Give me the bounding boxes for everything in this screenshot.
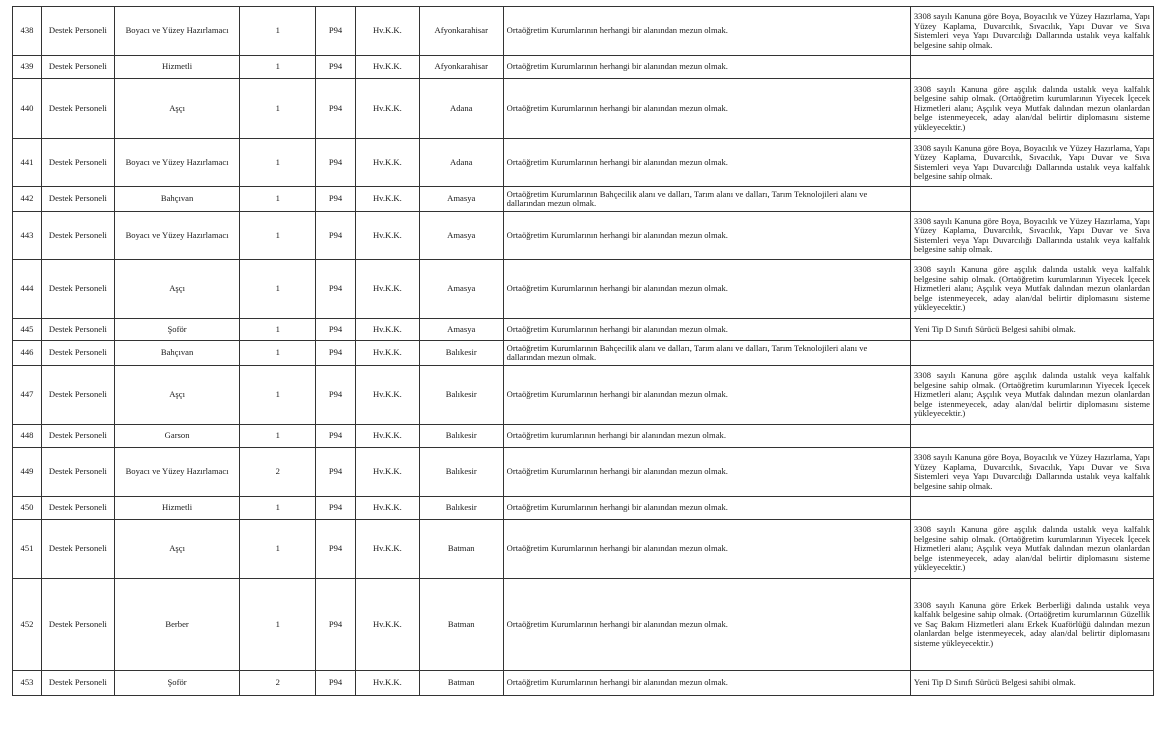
row-number-cell: 442	[13, 187, 42, 212]
position-count-cell: 1	[240, 341, 316, 366]
position-count-cell: 2	[240, 448, 316, 497]
education-requirement-cell: Ortaöğretim Kurumlarının herhangi bir alanından mezun olmak.	[503, 319, 910, 341]
province-cell: Balıkesir	[419, 366, 503, 425]
position-table	[12, 6, 1154, 696]
position-title-cell: Boyacı ve Yüzey Hazırlamacı	[114, 212, 240, 260]
position-title-cell: Aşçı	[114, 260, 240, 319]
additional-requirement-cell: 3308 sayılı Kanuna göre aşçılık dalında ustalık veya kalfalık belgesine sahip olmak. (Ortaöğretim kurumlarının Yiyecek İçecek Hizmetleri alanı; Aşçılık veya Mutfak dalından mezun olanlardan belge istenmeyecek, aday alan/dal belirtir diplomasını sisteme yükleyecektir.)	[910, 79, 1153, 139]
position-class-cell: Destek Personeli	[41, 56, 114, 79]
education-requirement-cell: Ortaöğretim Kurumlarının herhangi bir alanından mezun olmak.	[503, 56, 910, 79]
education-requirement-cell: Ortaöğretim Kurumlarının herhangi bir alanından mezun olmak.	[503, 139, 910, 187]
additional-requirement-cell	[910, 425, 1153, 448]
position-class-cell: Destek Personeli	[41, 260, 114, 319]
row-number-cell: 453	[13, 671, 42, 696]
education-requirement-cell: Ortaöğretim Kurumlarının herhangi bir alanından mezun olmak.	[503, 212, 910, 260]
row-number-cell: 440	[13, 79, 42, 139]
additional-requirement-cell	[910, 56, 1153, 79]
table-row	[13, 56, 1154, 79]
row-number-cell: 451	[13, 520, 42, 579]
table-row	[13, 319, 1154, 341]
province-cell: Amasya	[419, 212, 503, 260]
position-title-cell: Şoför	[114, 671, 240, 696]
command-cell: Hv.K.K.	[355, 260, 419, 319]
row-number-cell: 439	[13, 56, 42, 79]
position-title-cell: Şoför	[114, 319, 240, 341]
command-cell: Hv.K.K.	[355, 187, 419, 212]
position-title-cell: Bahçıvan	[114, 341, 240, 366]
position-count-cell: 1	[240, 187, 316, 212]
position-title-cell: Aşçı	[114, 79, 240, 139]
position-code-cell: P94	[316, 497, 356, 520]
position-title-cell: Boyacı ve Yüzey Hazırlamacı	[114, 7, 240, 56]
position-code-cell: P94	[316, 79, 356, 139]
position-count-cell: 1	[240, 79, 316, 139]
position-class-cell: Destek Personeli	[41, 448, 114, 497]
command-cell: Hv.K.K.	[355, 7, 419, 56]
position-title-cell: Berber	[114, 579, 240, 671]
position-class-cell: Destek Personeli	[41, 579, 114, 671]
command-cell: Hv.K.K.	[355, 366, 419, 425]
row-number-cell: 445	[13, 319, 42, 341]
province-cell: Balıkesir	[419, 448, 503, 497]
position-count-cell: 2	[240, 671, 316, 696]
table-row	[13, 366, 1154, 425]
additional-requirement-cell: Yeni Tip D Sınıfı Sürücü Belgesi sahibi olmak.	[910, 671, 1153, 696]
table-row	[13, 7, 1154, 56]
position-count-cell: 1	[240, 260, 316, 319]
position-title-cell: Bahçıvan	[114, 187, 240, 212]
additional-requirement-cell: 3308 sayılı Kanuna göre Boya, Boyacılık ve Yüzey Hazırlama, Yapı Yüzey Kaplama, Duvarcılık, Sıvacılık, Yapı Duvar ve Sıva Sistemleri veya Yapı Duvarcılığı Dallarında ustalık veya kalfalık belgesine sahip olmak.	[910, 448, 1153, 497]
command-cell: Hv.K.K.	[355, 448, 419, 497]
position-class-cell: Destek Personeli	[41, 319, 114, 341]
command-cell: Hv.K.K.	[355, 139, 419, 187]
additional-requirement-cell: 3308 sayılı Kanuna göre Boya, Boyacılık ve Yüzey Hazırlama, Yapı Yüzey Kaplama, Duvarcılık, Sıvacılık, Yapı Duvar ve Sıva Sistemleri veya Yapı Duvarcılığı Dallarında ustalık veya kalfalık belgesine sahip olmak.	[910, 139, 1153, 187]
education-requirement-cell: Ortaöğretim Kurumlarının herhangi bir alanından mezun olmak.	[503, 366, 910, 425]
position-code-cell: P94	[316, 671, 356, 696]
position-count-cell: 1	[240, 139, 316, 187]
position-count-cell: 1	[240, 319, 316, 341]
additional-requirement-cell: 3308 sayılı Kanuna göre aşçılık dalında ustalık veya kalfalık belgesine sahip olmak. (Ortaöğretim kurumlarının Yiyecek İçecek Hizmetleri alanı; Aşçılık veya Mutfak dalından mezun olanlardan belge istenmeyecek, aday alan/dal belirtir diplomasını sisteme yükleyecektir.)	[910, 366, 1153, 425]
table-row	[13, 212, 1154, 260]
education-requirement-cell: Ortaöğretim Kurumlarının herhangi bir alanından mezun olmak.	[503, 7, 910, 56]
command-cell: Hv.K.K.	[355, 56, 419, 79]
position-title-cell: Hizmetli	[114, 497, 240, 520]
position-class-cell: Destek Personeli	[41, 187, 114, 212]
position-code-cell: P94	[316, 7, 356, 56]
position-code-cell: P94	[316, 425, 356, 448]
position-class-cell: Destek Personeli	[41, 520, 114, 579]
position-code-cell: P94	[316, 366, 356, 425]
education-requirement-cell: Ortaöğretim kurumlarının herhangi bir alanından mezun olmak.	[503, 425, 910, 448]
position-title-cell: Aşçı	[114, 366, 240, 425]
position-code-cell: P94	[316, 520, 356, 579]
education-requirement-cell: Ortaöğretim Kurumlarının herhangi bir alanından mezun olmak.	[503, 579, 910, 671]
position-class-cell: Destek Personeli	[41, 341, 114, 366]
position-class-cell: Destek Personeli	[41, 79, 114, 139]
additional-requirement-cell	[910, 187, 1153, 212]
education-requirement-cell: Ortaöğretim Kurumlarının herhangi bir alanından mezun olmak.	[503, 497, 910, 520]
position-code-cell: P94	[316, 579, 356, 671]
position-count-cell: 1	[240, 366, 316, 425]
position-count-cell: 1	[240, 425, 316, 448]
position-title-cell: Aşçı	[114, 520, 240, 579]
position-code-cell: P94	[316, 260, 356, 319]
position-code-cell: P94	[316, 319, 356, 341]
position-code-cell: P94	[316, 187, 356, 212]
province-cell: Amasya	[419, 187, 503, 212]
position-title-cell: Boyacı ve Yüzey Hazırlamacı	[114, 139, 240, 187]
province-cell: Balıkesir	[419, 341, 503, 366]
province-cell: Afyonkarahisar	[419, 56, 503, 79]
row-number-cell: 449	[13, 448, 42, 497]
row-number-cell: 450	[13, 497, 42, 520]
command-cell: Hv.K.K.	[355, 671, 419, 696]
position-class-cell: Destek Personeli	[41, 212, 114, 260]
row-number-cell: 438	[13, 7, 42, 56]
province-cell: Balıkesir	[419, 425, 503, 448]
province-cell: Batman	[419, 671, 503, 696]
education-requirement-cell: Ortaöğretim Kurumlarının herhangi bir alanından mezun olmak.	[503, 448, 910, 497]
table-row	[13, 448, 1154, 497]
position-count-cell: 1	[240, 212, 316, 260]
row-number-cell: 448	[13, 425, 42, 448]
table-body	[13, 7, 1154, 696]
additional-requirement-cell: 3308 sayılı Kanuna göre Erkek Berberliği dalında ustalık veya kalfalık belgesine sahip olmak. (Ortaöğretim kurumlarının Güzellik ve Saç Bakım Hizmetleri alanı Erkek Kuaförlüğü dalından mezun olanlardan belge istenmeyecek, aday alan/dal belirtir diplomasını sisteme yükleyecektir.)	[910, 579, 1153, 671]
position-title-cell: Boyacı ve Yüzey Hazırlamacı	[114, 448, 240, 497]
additional-requirement-cell: 3308 sayılı Kanuna göre Boya, Boyacılık ve Yüzey Hazırlama, Yapı Yüzey Kaplama, Duvarcılık, Sıvacılık, Yapı Duvar ve Sıva Sistemleri veya Yapı Duvarcılığı Dallarında ustalık veya kalfalık belgesine sahip olmak.	[910, 7, 1153, 56]
table-row	[13, 187, 1154, 212]
position-count-cell: 1	[240, 7, 316, 56]
row-number-cell: 443	[13, 212, 42, 260]
table-row	[13, 497, 1154, 520]
table-row	[13, 341, 1154, 366]
position-title-cell: Garson	[114, 425, 240, 448]
row-number-cell: 446	[13, 341, 42, 366]
province-cell: Adana	[419, 79, 503, 139]
table-row	[13, 139, 1154, 187]
command-cell: Hv.K.K.	[355, 579, 419, 671]
education-requirement-cell: Ortaöğretim Kurumlarının herhangi bir alanından mezun olmak.	[503, 79, 910, 139]
command-cell: Hv.K.K.	[355, 79, 419, 139]
education-requirement-cell: Ortaöğretim Kurumlarının Bahçecilik alanı ve dalları, Tarım alanı ve dalları, Tarım Teknolojileri alanı ve dallarından mezun olmak.	[503, 187, 910, 212]
position-class-cell: Destek Personeli	[41, 671, 114, 696]
education-requirement-cell: Ortaöğretim Kurumlarının herhangi bir alanından mezun olmak.	[503, 671, 910, 696]
province-cell: Balıkesir	[419, 497, 503, 520]
education-requirement-cell: Ortaöğretim Kurumlarının Bahçecilik alanı ve dalları, Tarım alanı ve dalları, Tarım Teknolojileri alanı ve dallarından mezun olmak.	[503, 341, 910, 366]
additional-requirement-cell: 3308 sayılı Kanuna göre Boya, Boyacılık ve Yüzey Hazırlama, Yapı Yüzey Kaplama, Duvarcılık, Sıvacılık, Yapı Duvar ve Sıva Sistemleri veya Yapı Duvarcılığı Dallarında ustalık veya kalfalık belgesine sahip olmak.	[910, 212, 1153, 260]
province-cell: Amasya	[419, 260, 503, 319]
additional-requirement-cell: 3308 sayılı Kanuna göre aşçılık dalında ustalık veya kalfalık belgesine sahip olmak. (Ortaöğretim kurumlarının Yiyecek İçecek Hizmetleri alanı; Aşçılık veya Mutfak dalından mezun olanlardan belge istenmeyecek, aday alan/dal belirtir diplomasını sisteme yükleyecektir.)	[910, 260, 1153, 319]
command-cell: Hv.K.K.	[355, 497, 419, 520]
position-class-cell: Destek Personeli	[41, 139, 114, 187]
province-cell: Batman	[419, 579, 503, 671]
position-class-cell: Destek Personeli	[41, 425, 114, 448]
position-code-cell: P94	[316, 341, 356, 366]
table-row	[13, 260, 1154, 319]
position-code-cell: P94	[316, 56, 356, 79]
position-count-cell: 1	[240, 56, 316, 79]
position-count-cell: 1	[240, 497, 316, 520]
table-row	[13, 520, 1154, 579]
command-cell: Hv.K.K.	[355, 212, 419, 260]
command-cell: Hv.K.K.	[355, 319, 419, 341]
command-cell: Hv.K.K.	[355, 341, 419, 366]
province-cell: Amasya	[419, 319, 503, 341]
additional-requirement-cell	[910, 341, 1153, 366]
table-row	[13, 671, 1154, 696]
table-row	[13, 579, 1154, 671]
table-row	[13, 425, 1154, 448]
position-count-cell: 1	[240, 579, 316, 671]
position-class-cell: Destek Personeli	[41, 366, 114, 425]
row-number-cell: 452	[13, 579, 42, 671]
province-cell: Adana	[419, 139, 503, 187]
row-number-cell: 444	[13, 260, 42, 319]
table-row	[13, 79, 1154, 139]
additional-requirement-cell	[910, 497, 1153, 520]
command-cell: Hv.K.K.	[355, 425, 419, 448]
education-requirement-cell: Ortaöğretim Kurumlarının herhangi bir alanından mezun olmak.	[503, 260, 910, 319]
position-code-cell: P94	[316, 212, 356, 260]
row-number-cell: 447	[13, 366, 42, 425]
position-title-cell: Hizmetli	[114, 56, 240, 79]
province-cell: Afyonkarahisar	[419, 7, 503, 56]
additional-requirement-cell: 3308 sayılı Kanuna göre aşçılık dalında ustalık veya kalfalık belgesine sahip olmak. (Ortaöğretim kurumlarının Yiyecek İçecek Hizmetleri alanı; Aşçılık veya Mutfak dalından mezun olanlardan belge istenmeyecek, aday alan/dal belirtir diplomasını sisteme yükleyecektir.)	[910, 520, 1153, 579]
position-code-cell: P94	[316, 448, 356, 497]
additional-requirement-cell: Yeni Tip D Sınıfı Sürücü Belgesi sahibi olmak.	[910, 319, 1153, 341]
province-cell: Batman	[419, 520, 503, 579]
command-cell: Hv.K.K.	[355, 520, 419, 579]
position-class-cell: Destek Personeli	[41, 7, 114, 56]
position-code-cell: P94	[316, 139, 356, 187]
position-count-cell: 1	[240, 520, 316, 579]
position-class-cell: Destek Personeli	[41, 497, 114, 520]
education-requirement-cell: Ortaöğretim Kurumlarının herhangi bir alanından mezun olmak.	[503, 520, 910, 579]
row-number-cell: 441	[13, 139, 42, 187]
